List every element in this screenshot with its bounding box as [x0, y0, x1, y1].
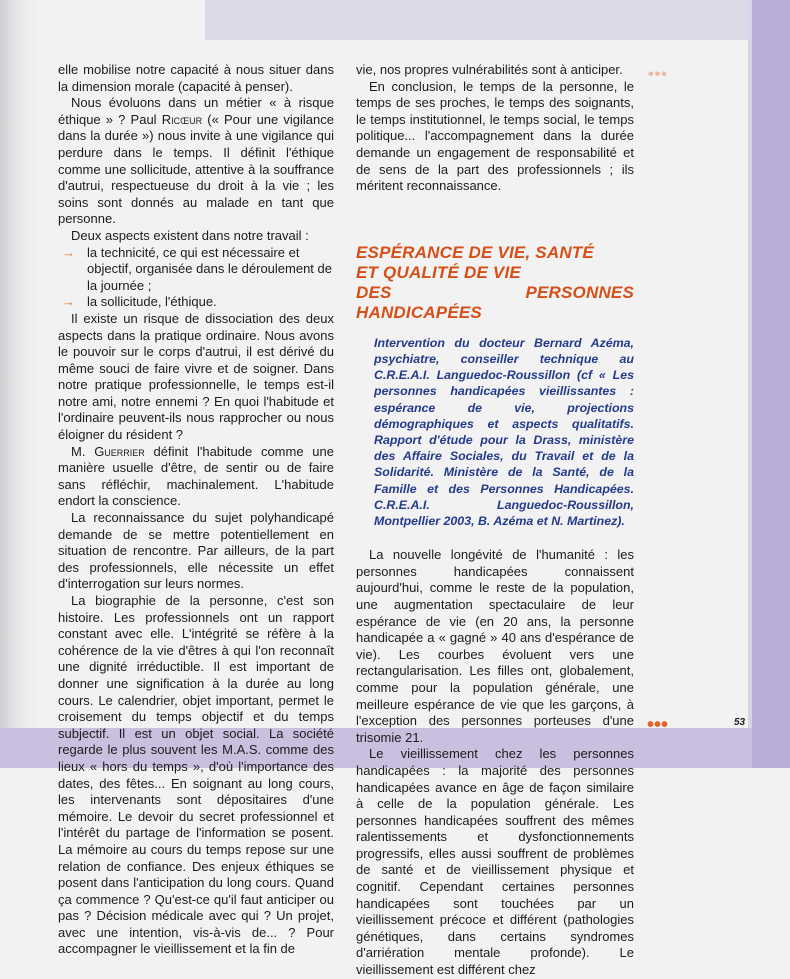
decorative-dots-icon: •••: [648, 66, 668, 83]
decorative-dots-icon: •••: [647, 714, 669, 736]
paragraph: Deux aspects existent dans notre travail :: [71, 227, 309, 243]
paragraph: M. Guerrier définit l'habitude comme une manière usuelle d'être, de sentir ou de faire sans réfléchir, machinalement. L'habitude endort la conscience.: [58, 443, 334, 509]
paragraph: Il existe un risque de dissociation des deux aspects dans la pratique ordinaire. Nous avons le pouvoir sur le corps d'autrui, il est dérivé du même souci de faire vivre et de soigner. Dans notre pratique professionnelle, le temps est-il notre ami, notre ennemi ? En quoi l'habitude et l'ordinaire peuvent-ils nous rapprocher ou nous éloigner du résident ?: [58, 310, 334, 443]
bullet-list: [58, 245, 334, 311]
side-color-bar: [752, 0, 790, 768]
intro-paragraph: Intervention du docteur Bernard Azéma, psychiatre, conseiller technique au C.R.E.A.I. Languedoc-Roussillon (cf « Les personnes handicapées vieillissantes : espérance de vie, projections démographiques et aspects qualitatifs. Rapport d'étude pour la Drass, ministère des Affaire Sociales, du Travail et de la Solidarité. Ministère de la Santé, de la Famille et des Personnes Handicapées. C.R.E.A.I. Languedoc-Roussillon, Montpellier 2003, B. Azéma et N. Martinez).: [374, 335, 634, 528]
paragraph: elle mobilise notre capacité à nous situer dans la dimension morale (capacité à penser).: [58, 62, 334, 94]
paragraph: Nous évoluons dans un métier « à risque éthique » ? Paul Ricœur (« Pour une vigilance dans la durée ») nous invite à une vigilance qui perdure dans le temps. Il définit l'éthique comme une sollicitude, attentive à la souffrance d'autrui, respectueuse du droit à la vie ; les soins sont donnés au malade en tant que personne.: [58, 95, 334, 227]
paragraph: Le vieillissement chez les personnes handicapées : la majorité des personnes handicapées avance en âge de façon similaire à celle de la population générale. Les personnes handicapées souffrent des mêmes ralentissements et dysfonctionnements progressifs, elles aussi souffrent de problèmes de santé et de vieillissement physique et cognitif. Cependant certaines personnes handicapées sont touchées par un vieillissement précoce et différent (pathologies génétiques, dans certains syndromes d'arriération mentale profonde). Le vieillissement est différent chez: [356, 746, 634, 978]
author-name: Ricœur: [161, 111, 203, 127]
right-column: [356, 62, 634, 979]
paragraph: En conclusion, le temps de la personne, le temps de ses proches, le temps des soignants, le temps institutionnel, le temps social, le temps politique... l'accompagnement dans la durée demande un engagement de responsabilité et de sens de la part des professionnels ; ils méritent reconnaissance.: [356, 78, 634, 194]
page-number: 53: [734, 717, 746, 728]
page-binding-shadow: [0, 0, 40, 768]
list-item: → la technicité, ce qui est nécessaire et objectif, organisée dans le déroulement de la journée ;: [62, 244, 332, 293]
list-item: → la sollicitude, l'éthique.: [62, 294, 217, 310]
paragraph: vie, nos propres vulnérabilités sont à anticiper.: [356, 62, 623, 77]
arrow-right-icon: →: [62, 244, 75, 260]
faded-header-plate: [205, 0, 753, 40]
left-column: [58, 62, 334, 958]
paragraph: La biographie de la personne, c'est son histoire. Les professionnels ont un rapport constant avec elle. L'intégrité se réfère à la cohérence de la vie d'êtres à qui l'on reconnaît une dignité irréductible. Il est important de donner une signification à la durée au long cours. Le calendrier, objet important, permet le croisement du temps objectif et du temps subjectif. Il est un objet social. La société regarde le plus souvent les M.A.S. comme des lieux « hors du temps », d'où l'importance des dates, des fêtes... En soignant au long cours, les intervenants sont dépositaires d'une mémoire. Le devoir du secret professionnel et l'intérêt du partage de l'information se posent. La mémoire au cours du temps repose sur une relation de confiance. Des enjeux éthiques se posent dans l'anticipation du long cours. Quand ça commence ? Qu'est-ce qu'il faut anticiper ou pas ? Décision médicale avec qui ? Un projet, avec une intention, vis-à-vis de... ? Pour accompagner le vieillissement et la fin de: [58, 593, 334, 957]
arrow-right-icon: →: [62, 294, 75, 310]
paragraph: La nouvelle longévité de l'humanité : les personnes handicapées connaissent aujourd'hui, comme le reste de la population, une augmentation spectaculaire de leur espérance de vie (en 20 ans, la personne handicapée a « gagné » 40 ans d'espérance de vie). Les courbes évoluent vers une rectangularisation. Les filles ont, globalement, comme pour la population générale, une meilleure espérance de vie que les garçons, à l'exception des personnes porteuses d'une trisomie 21.: [356, 547, 634, 745]
author-name: Guerrier: [94, 443, 145, 459]
paragraph: La reconnaissance du sujet polyhandicapé demande de se mettre potentiellement en situation de rencontre. Par ailleurs, de la part des professionnels, elle nécessite un effet d'interrogation sur leurs normes.: [58, 510, 334, 592]
section-heading: ESPÉRANCE DE VIE, SANTÉ ET QUALITÉ DE VIE DES PERSONNES HANDICAPÉES: [356, 242, 634, 322]
